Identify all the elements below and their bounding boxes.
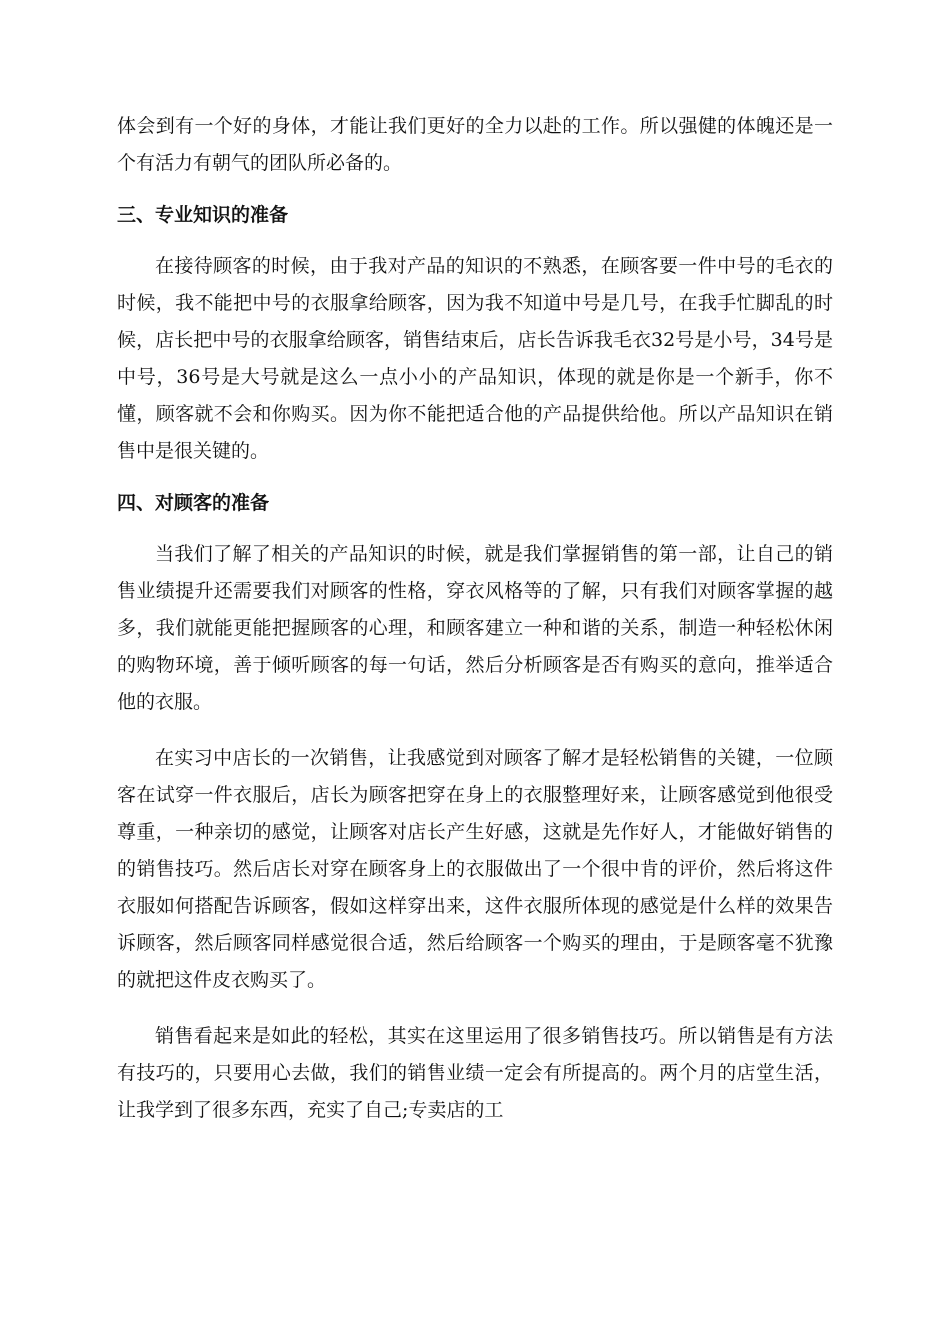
- paragraph-customer-1: 当我们了解了相关的产品知识的时候，就是我们掌握销售的第一部，让自己的销售业绩提升还需要我们对顾客的性格，穿衣风格等的了解，只有我们对顾客掌握的越多，我们就能更能把握顾客的心理，和顾客建立一种和谐的关系，制造一种轻松休闲的购物环境，善于倾听顾客的每一句话，然后分析顾客是否有购买的意向，推举适合他的衣服。: [117, 543, 833, 713]
- paragraph-customer-2: 在实习中店长的一次销售，让我感觉到对顾客了解才是轻松销售的关键，一位顾客在试穿一件衣服后，店长为顾客把穿在身上的衣服整理好来，让顾客感觉到他很受尊重，一种亲切的感觉，让顾客对店长产生好感，这就是先作好人，才能做好销售的的销售技巧。然后店长对穿在顾客身上的衣服做出了一个很中肯的评价，然后将这件衣服如何搭配告诉顾客，假如这样穿出来，这件衣服所体现的感觉是什么样的效果告诉顾客，然后顾客同样感觉很合适，然后给顾客一个购买的理由，于是顾客毫不犹豫的就把这件皮衣购买了。: [117, 747, 833, 991]
- paragraph-intro: 体会到有一个好的身体，才能让我们更好的全力以赴的工作。所以强健的体魄还是一个有活力有朝气的团队所必备的。: [117, 115, 833, 174]
- paragraph-knowledge: 在接待顾客的时候，由于我对产品的知识的不熟悉，在顾客要一件中号的毛衣的时候，我不能把中号的衣服拿给顾客，因为我不知道中号是几号，在我手忙脚乱的时候，店长把中号的衣服拿给顾客，销售结束后，店长告诉我毛衣32号是小号，34号是中号，36号是大号就是这么一点小小的产品知识，体现的就是你是一个新手，你不懂，顾客就不会和你购买。因为你不能把适合他的产品提供给他。所以产品知识在销售中是很关键的。: [117, 255, 833, 462]
- section-heading-knowledge: 三、专业知识的准备: [117, 204, 289, 226]
- paragraph-customer-3: 销售看起来是如此的轻松，其实在这里运用了很多销售技巧。所以销售是有方法有技巧的，只要用心去做，我们的销售业绩一定会有所提高的。两个月的店堂生活，让我学到了很多东西，充实了自己;专卖店的工: [117, 1025, 833, 1121]
- section-heading-customer: 四、对顾客的准备: [117, 492, 270, 514]
- document-body: [117, 108, 833, 1129]
